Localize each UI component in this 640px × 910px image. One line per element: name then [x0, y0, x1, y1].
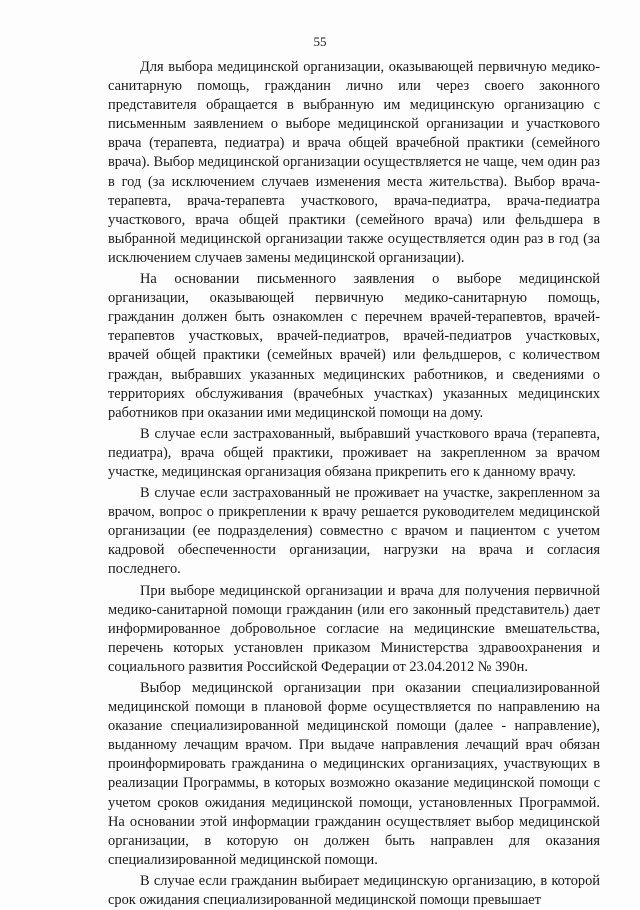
- paragraph-5: При выборе медицинской организации и врача для получения первичной медико-санитарной помощи гражданин (или его законный представитель) дает информированное добровольное согласие на медицинские вмешательства, перечень которых установлен приказом Министерства здравоохранения и социального развития Российской Федерации от 23.04.2012 № 390н.: [108, 582, 600, 675]
- paragraph-1: Для выбора медицинской организации, оказывающей первичную медико-санитарную помощь, гражданин лично или через своего законного представителя обращается в выбранную им медицинскую организацию с письменным заявлением о выборе медицинской организации и участкового врача (терапевта, педиатра) и врача общей врачебной практики (семейного врача). Выбор медицинской организации осуществляется не чаще, чем один раз в год (за исключением случаев изменения места жительства). Выбор врача-терапевта, врача-терапевта участкового, врача-педиатра, врача-педиатра участкового, врача общей практики (семейного врача) или фельдшера в выбранной медицинской организации также осуществляется один раз в год (за исключением случаев замены медицинской организации).: [108, 59, 600, 266]
- paragraph-7: В случае если гражданин выбирает медицинскую организацию, в которой срок ожидания специализированной медицинской помощи превышает: [108, 872, 600, 909]
- paragraph-3: В случае если застрахованный, выбравший участкового врача (терапевта, педиатра), врача общей практики, проживает на закрепленном за врачом участке, медицинская организация обязана прикрепить его к данному врачу.: [108, 425, 600, 480]
- body-text: [108, 58, 600, 910]
- paragraph-2: На основании письменного заявления о выборе медицинской организации, оказывающей первичную медико-санитарную помощь, гражданин должен быть ознакомлен с перечнем врачей-терапевтов, врачей-терапевтов участковых, врачей-педиатров, врачей-педиатров участковых, врачей общей практики (семейных врачей) или фельдшеров, с количеством граждан, выбравших указанных медицинских работников, и сведениями о территориях обслуживания (врачебных участках) указанных медицинских работников при оказании ими медицинской помощи на дому.: [108, 271, 600, 421]
- page-number: 55: [313, 34, 327, 49]
- paragraph-6: Выбор медицинской организации при оказании специализированной медицинской помощи в плановой форме осуществляется по направлению на оказание специализированной медицинской помощи (далее - направление), выданному лечащим врачом. При выдаче направления лечащий врач обязан проинформировать гражданина о медицинских организациях, участвующих в реализации Программы, в которых возможно оказание медицинской помощи с учетом сроков ожидания медицинской помощи, установленных Программой. На основании этой информации гражданин осуществляет выбор медицинской организации, в которую он должен быть направлен для оказания специализированной медицинской помощи.: [108, 680, 600, 868]
- paragraph-4: В случае если застрахованный не проживает на участке, закрепленном за врачом, вопрос о прикреплении к врачу решается руководителем медицинской организации (ее подразделения) совместно с врачом и пациентом с учетом кадровой обеспеченности организации, нагрузки на врача и согласия последнего.: [108, 485, 600, 578]
